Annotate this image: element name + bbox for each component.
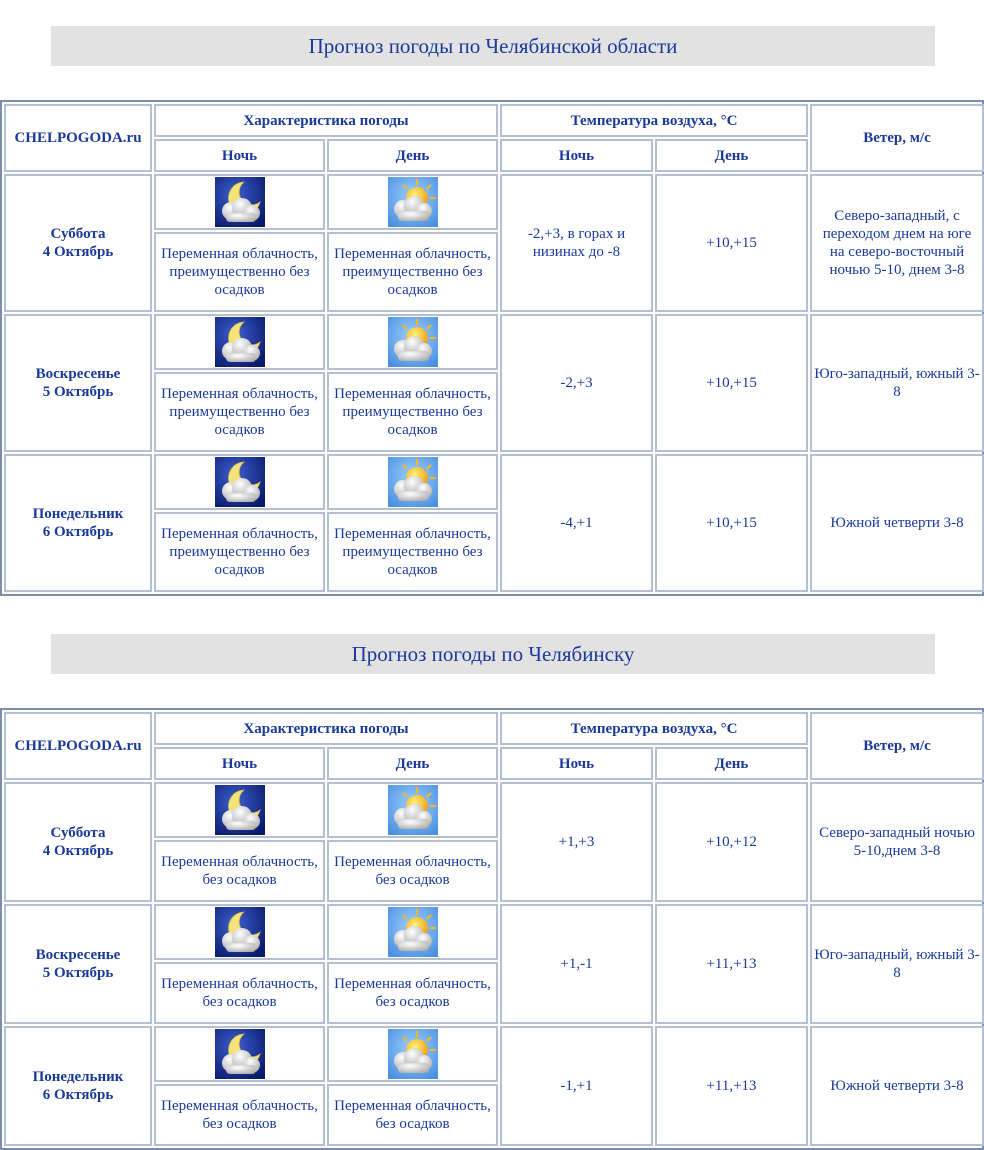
day-partly-cloudy-icon: [387, 456, 439, 508]
subheader-temp-day: День: [655, 747, 808, 780]
day-description: Переменная облачность, без осадков: [327, 1084, 498, 1146]
subheader-temp-night: Ночь: [500, 747, 653, 780]
wind-info: Юго-западный, южный 3-8: [810, 314, 984, 452]
subheader-temp-night: Ночь: [500, 139, 653, 172]
temp-day: +10,+15: [655, 314, 808, 452]
night-icon-cell: [154, 454, 325, 510]
day-icon-cell: [327, 904, 498, 960]
night-partly-cloudy-icon: [214, 1028, 266, 1080]
wind-info: Юго-западный, южный 3-8: [810, 904, 984, 1024]
night-icon-cell: [154, 174, 325, 230]
day-name: Суббота: [50, 825, 106, 841]
day-partly-cloudy-icon: [387, 784, 439, 836]
subheader-day: День: [327, 747, 498, 780]
day-icon-cell: [327, 454, 498, 510]
day-description: Переменная облачность, без осадков: [327, 962, 498, 1024]
day-cell: [4, 1026, 152, 1146]
temp-day: +10,+15: [655, 174, 808, 312]
subheader-night: Ночь: [154, 747, 325, 780]
day-partly-cloudy-icon: [387, 176, 439, 228]
temp-day: +11,+13: [655, 904, 808, 1024]
temp-night: +1,-1: [500, 904, 653, 1024]
day-icon-cell: [327, 1026, 498, 1082]
section-title: Прогноз погоды по Челябинску: [51, 634, 935, 674]
day-partly-cloudy-icon: [387, 316, 439, 368]
night-description: Переменная облачность, без осадков: [154, 962, 325, 1024]
day-date: 5 Октябрь: [42, 384, 114, 400]
day-partly-cloudy-icon: [387, 906, 439, 958]
night-description: Переменная облачность, преимущественно без осадков: [154, 372, 325, 452]
day-cell: [4, 782, 152, 902]
header-wind: Ветер, м/с: [810, 712, 984, 780]
day-cell: [4, 454, 152, 592]
wind-info: Южной четверти 3-8: [810, 1026, 984, 1146]
temp-day: +10,+15: [655, 454, 808, 592]
night-partly-cloudy-icon: [214, 176, 266, 228]
header-wind: Ветер, м/с: [810, 104, 984, 172]
temp-night: -4,+1: [500, 454, 653, 592]
header-weather: Характеристика погоды: [154, 104, 498, 137]
day-date: 4 Октябрь: [42, 843, 114, 859]
day-icon-cell: [327, 314, 498, 370]
day-icon-cell: [327, 782, 498, 838]
day-date: 4 Октябрь: [42, 244, 114, 260]
header-weather: Характеристика погоды: [154, 712, 498, 745]
wind-info: Северо-западный, с переходом днем на юге на северо-восточный ночью 5-10, днем 3-8: [810, 174, 984, 312]
subheader-day: День: [327, 139, 498, 172]
temp-day: +10,+12: [655, 782, 808, 902]
day-description: Переменная облачность, преимущественно без осадков: [327, 232, 498, 312]
night-description: Переменная облачность, без осадков: [154, 840, 325, 902]
day-description: Переменная облачность, преимущественно без осадков: [327, 372, 498, 452]
day-name: Воскресенье: [35, 366, 121, 382]
section-title: Прогноз погоды по Челябинской области: [51, 26, 935, 66]
day-date: 6 Октябрь: [42, 524, 114, 540]
night-partly-cloudy-icon: [214, 316, 266, 368]
night-partly-cloudy-icon: [214, 784, 266, 836]
header-temperature: Температура воздуха, °С: [500, 104, 808, 137]
brand-label: CHELPOGODA.ru: [4, 712, 152, 780]
night-icon-cell: [154, 904, 325, 960]
day-name: Суббота: [50, 226, 106, 242]
day-partly-cloudy-icon: [387, 1028, 439, 1080]
header-temperature: Температура воздуха, °С: [500, 712, 808, 745]
day-cell: [4, 904, 152, 1024]
night-icon-cell: [154, 314, 325, 370]
night-description: Переменная облачность, преимущественно без осадков: [154, 512, 325, 592]
wind-info: Южной четверти 3-8: [810, 454, 984, 592]
temp-night: -2,+3: [500, 314, 653, 452]
day-description: Переменная облачность, преимущественно без осадков: [327, 512, 498, 592]
day-date: 5 Октябрь: [42, 965, 114, 981]
day-name: Понедельник: [32, 1069, 124, 1085]
night-partly-cloudy-icon: [214, 456, 266, 508]
day-name: Понедельник: [32, 506, 124, 522]
day-description: Переменная облачность, без осадков: [327, 840, 498, 902]
night-description: Переменная облачность, без осадков: [154, 1084, 325, 1146]
day-cell: [4, 174, 152, 312]
night-icon-cell: [154, 782, 325, 838]
day-name: Воскресенье: [35, 947, 121, 963]
day-cell: [4, 314, 152, 452]
brand-label: CHELPOGODA.ru: [4, 104, 152, 172]
subheader-night: Ночь: [154, 139, 325, 172]
night-icon-cell: [154, 1026, 325, 1082]
forecast-table: [0, 708, 984, 1150]
temp-night: -2,+3, в горах и низинах до -8: [500, 174, 653, 312]
night-partly-cloudy-icon: [214, 906, 266, 958]
subheader-temp-day: День: [655, 139, 808, 172]
day-date: 6 Октябрь: [42, 1087, 114, 1103]
wind-info: Северо-западный ночью 5-10,днем 3-8: [810, 782, 984, 902]
temp-day: +11,+13: [655, 1026, 808, 1146]
temp-night: -1,+1: [500, 1026, 653, 1146]
night-description: Переменная облачность, преимущественно без осадков: [154, 232, 325, 312]
forecast-table: [0, 100, 984, 596]
temp-night: +1,+3: [500, 782, 653, 902]
day-icon-cell: [327, 174, 498, 230]
